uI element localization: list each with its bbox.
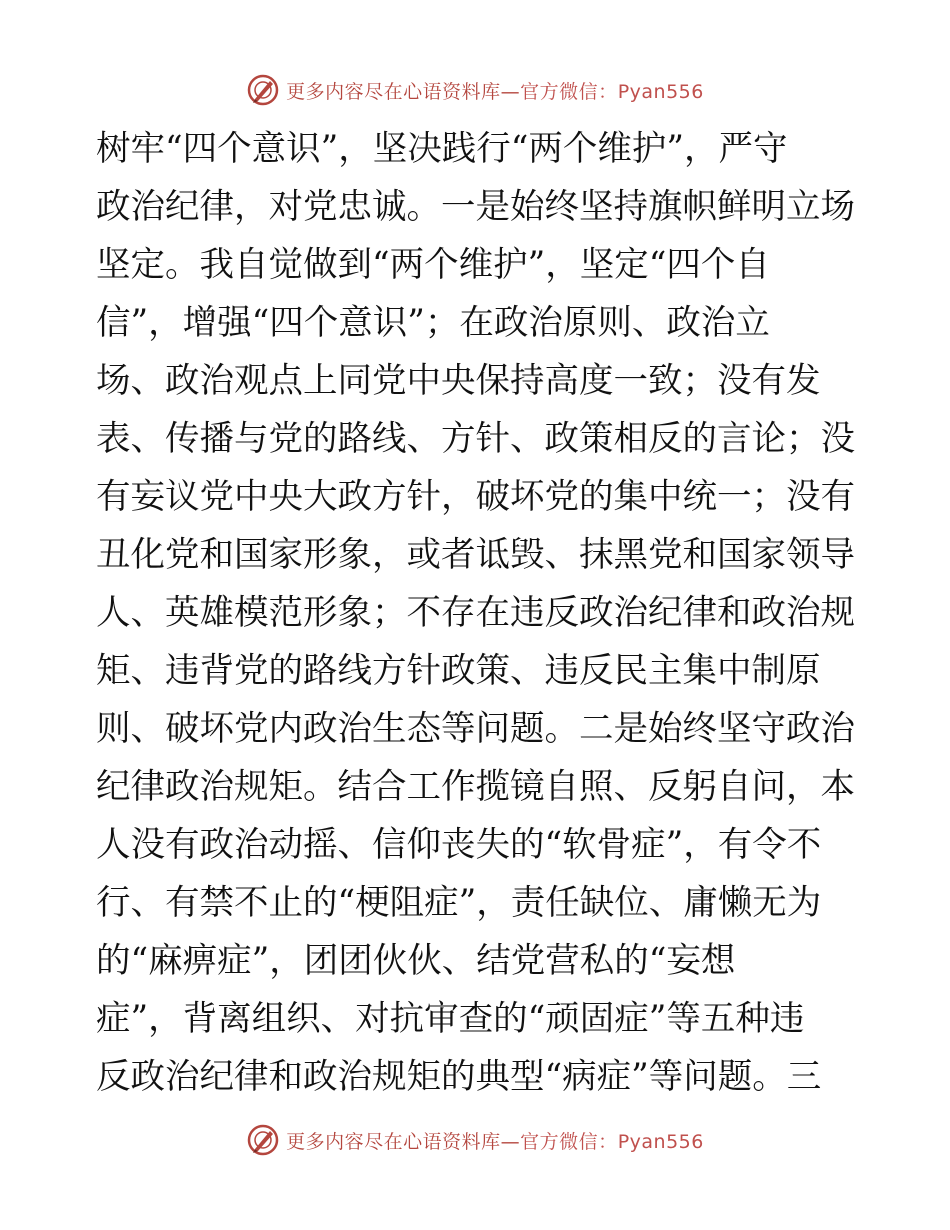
banner-text	[286, 77, 704, 104]
text-line: 有妄议党中央大政方针，破坏党的集中统一；没有	[96, 477, 855, 517]
text-line: 人没有政治动摇、信仰丧失的“软骨症”，有令不	[96, 825, 822, 865]
text-line: 丑化党和国家形象，或者诋毁、抹黑党和国家领导	[96, 535, 855, 575]
text-line: 政治纪律，对党忠诚。一是始终坚持旗帜鲜明立场	[96, 187, 855, 227]
banner-wechat-id: Pyan556	[617, 1130, 704, 1153]
text-line: 症”，背离组织、对抗审查的“顽固症”等五种违	[96, 999, 805, 1039]
banner-text	[286, 1127, 704, 1154]
pen-logo-icon	[246, 73, 280, 107]
banner-wechat-label: 官方微信：	[520, 1130, 618, 1153]
header-banner	[0, 70, 950, 110]
text-line: 树牢“四个意识”，坚决践行“两个维护”，严守	[96, 129, 788, 169]
text-line: 场、政治观点上同党中央保持高度一致；没有发	[96, 361, 821, 401]
banner-wechat-label: 官方微信：	[520, 80, 618, 103]
text-line: 人、英雄模范形象；不存在违反政治纪律和政治规	[96, 593, 855, 633]
banner-brand: 更多内容尽在心语资料库—	[286, 1130, 521, 1153]
document-body	[96, 120, 856, 1106]
text-line: 坚定。我自觉做到“两个维护”，坚定“四个自	[96, 245, 770, 285]
footer-banner	[0, 1120, 950, 1160]
text-line: 表、传播与党的路线、方针、政策相反的言论；没	[96, 419, 855, 459]
text-line: 纪律政治规矩。结合工作揽镜自照、反躬自问，本	[96, 767, 855, 807]
text-line: 信”，增强“四个意识”；在政治原则、政治立	[96, 303, 770, 343]
banner-brand: 更多内容尽在心语资料库—	[286, 80, 521, 103]
text-line: 行、有禁不止的“梗阻症”，责任缺位、庸懒无为	[96, 883, 822, 923]
text-line: 矩、违背党的路线方针政策、违反民主集中制原	[96, 651, 821, 691]
pen-logo-icon	[246, 1123, 280, 1157]
banner-wechat-id: Pyan556	[617, 80, 704, 103]
text-line: 反政治纪律和政治规矩的典型“病症”等问题。三	[96, 1057, 822, 1097]
text-line: 则、破坏党内政治生态等问题。二是始终坚守政治	[96, 709, 855, 749]
text-line: 的“麻痹症”，团团伙伙、结党营私的“妄想	[96, 941, 736, 981]
